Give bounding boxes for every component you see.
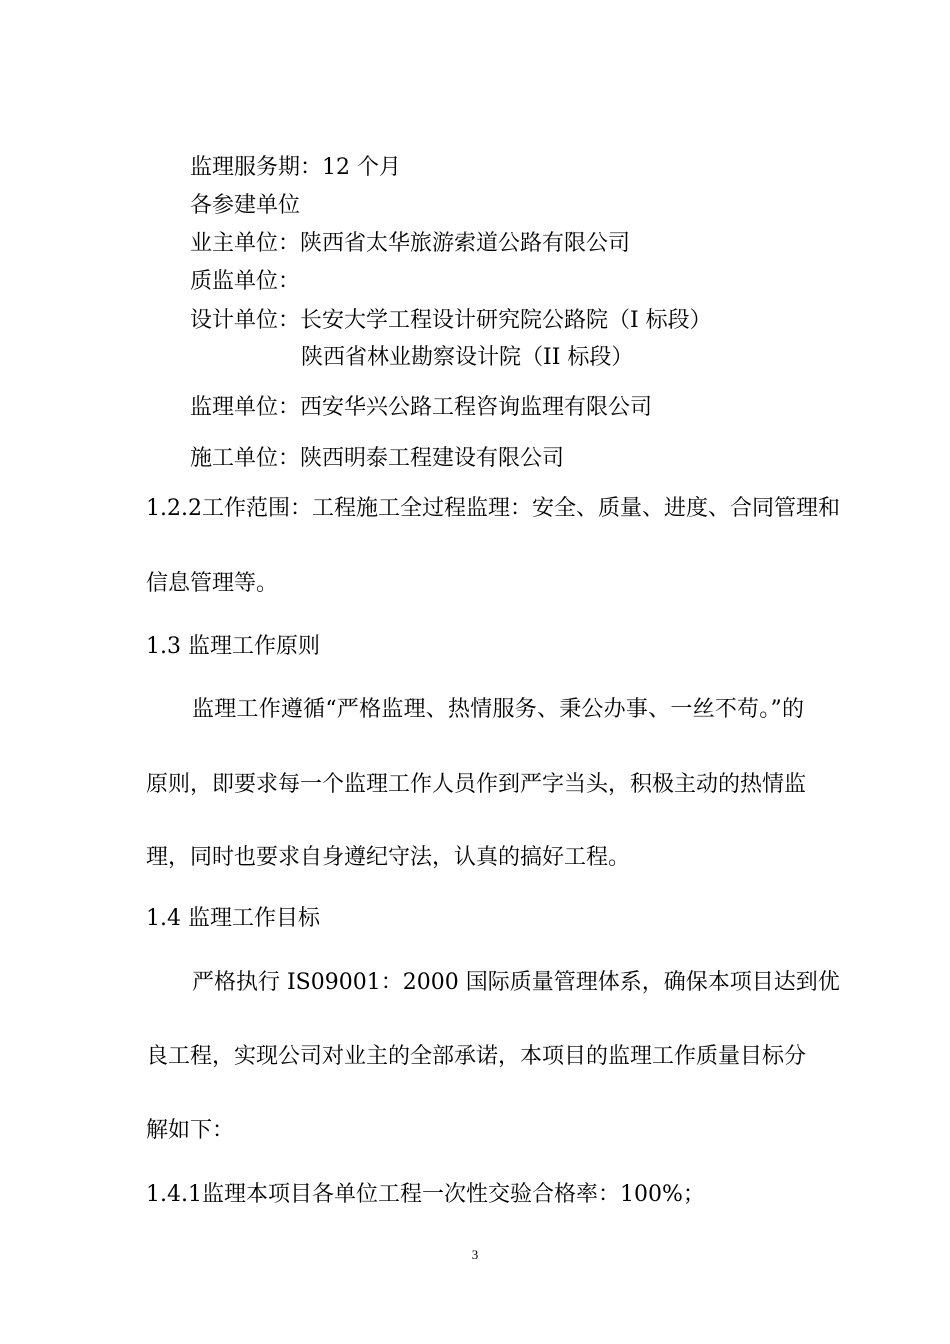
- page-number: 3: [471, 1247, 479, 1262]
- construction-unit: 施工单位：陕西明泰工程建设有限公司: [190, 446, 565, 471]
- quality-supervision-unit: 质监单位：: [190, 269, 301, 294]
- service-period: 监理服务期：12 个月: [190, 155, 401, 180]
- objective-heading: 1.4 监理工作目标: [146, 906, 320, 931]
- scope-line-2: 信息管理等。: [146, 571, 279, 596]
- design-unit-2: 陕西省林业勘察设计院（II 标段）: [301, 345, 634, 370]
- principle-heading: 1.3 监理工作原则: [146, 634, 320, 659]
- supervision-unit: 监理单位：西安华兴公路工程咨询监理有限公司: [190, 395, 653, 420]
- objective-line-3: 解如下：: [146, 1118, 235, 1143]
- scope-line-1: 1.2.2工作范围：工程施工全过程监理：安全、质量、进度、合同管理和: [146, 496, 840, 521]
- principle-line-2: 原则，即要求每一个监理工作人员作到严字当头，积极主动的热情监: [146, 772, 807, 797]
- objective-line-2: 良工程，实现公司对业主的全部承诺，本项目的监理工作质量目标分: [146, 1044, 807, 1069]
- owner-unit: 业主单位：陕西省太华旅游索道公路有限公司: [190, 231, 631, 256]
- units-heading: 各参建单位: [190, 193, 301, 218]
- objective-line-1: 严格执行 IS09001：2000 国际质量管理体系，确保本项目达到优: [192, 970, 840, 995]
- principle-line-1: 监理工作遵循“严格监理、热情服务、秉公办事、一丝不苟。”的: [192, 697, 804, 722]
- design-unit-1: 设计单位：长安大学工程设计研究院公路院（I 标段）: [190, 308, 712, 333]
- objective-item-1: 1.4.1监理本项目各单位工程一次性交验合格率：100%；: [146, 1182, 705, 1207]
- principle-line-3: 理，同时也要求自身遵纪守法，认真的搞好工程。: [146, 845, 631, 870]
